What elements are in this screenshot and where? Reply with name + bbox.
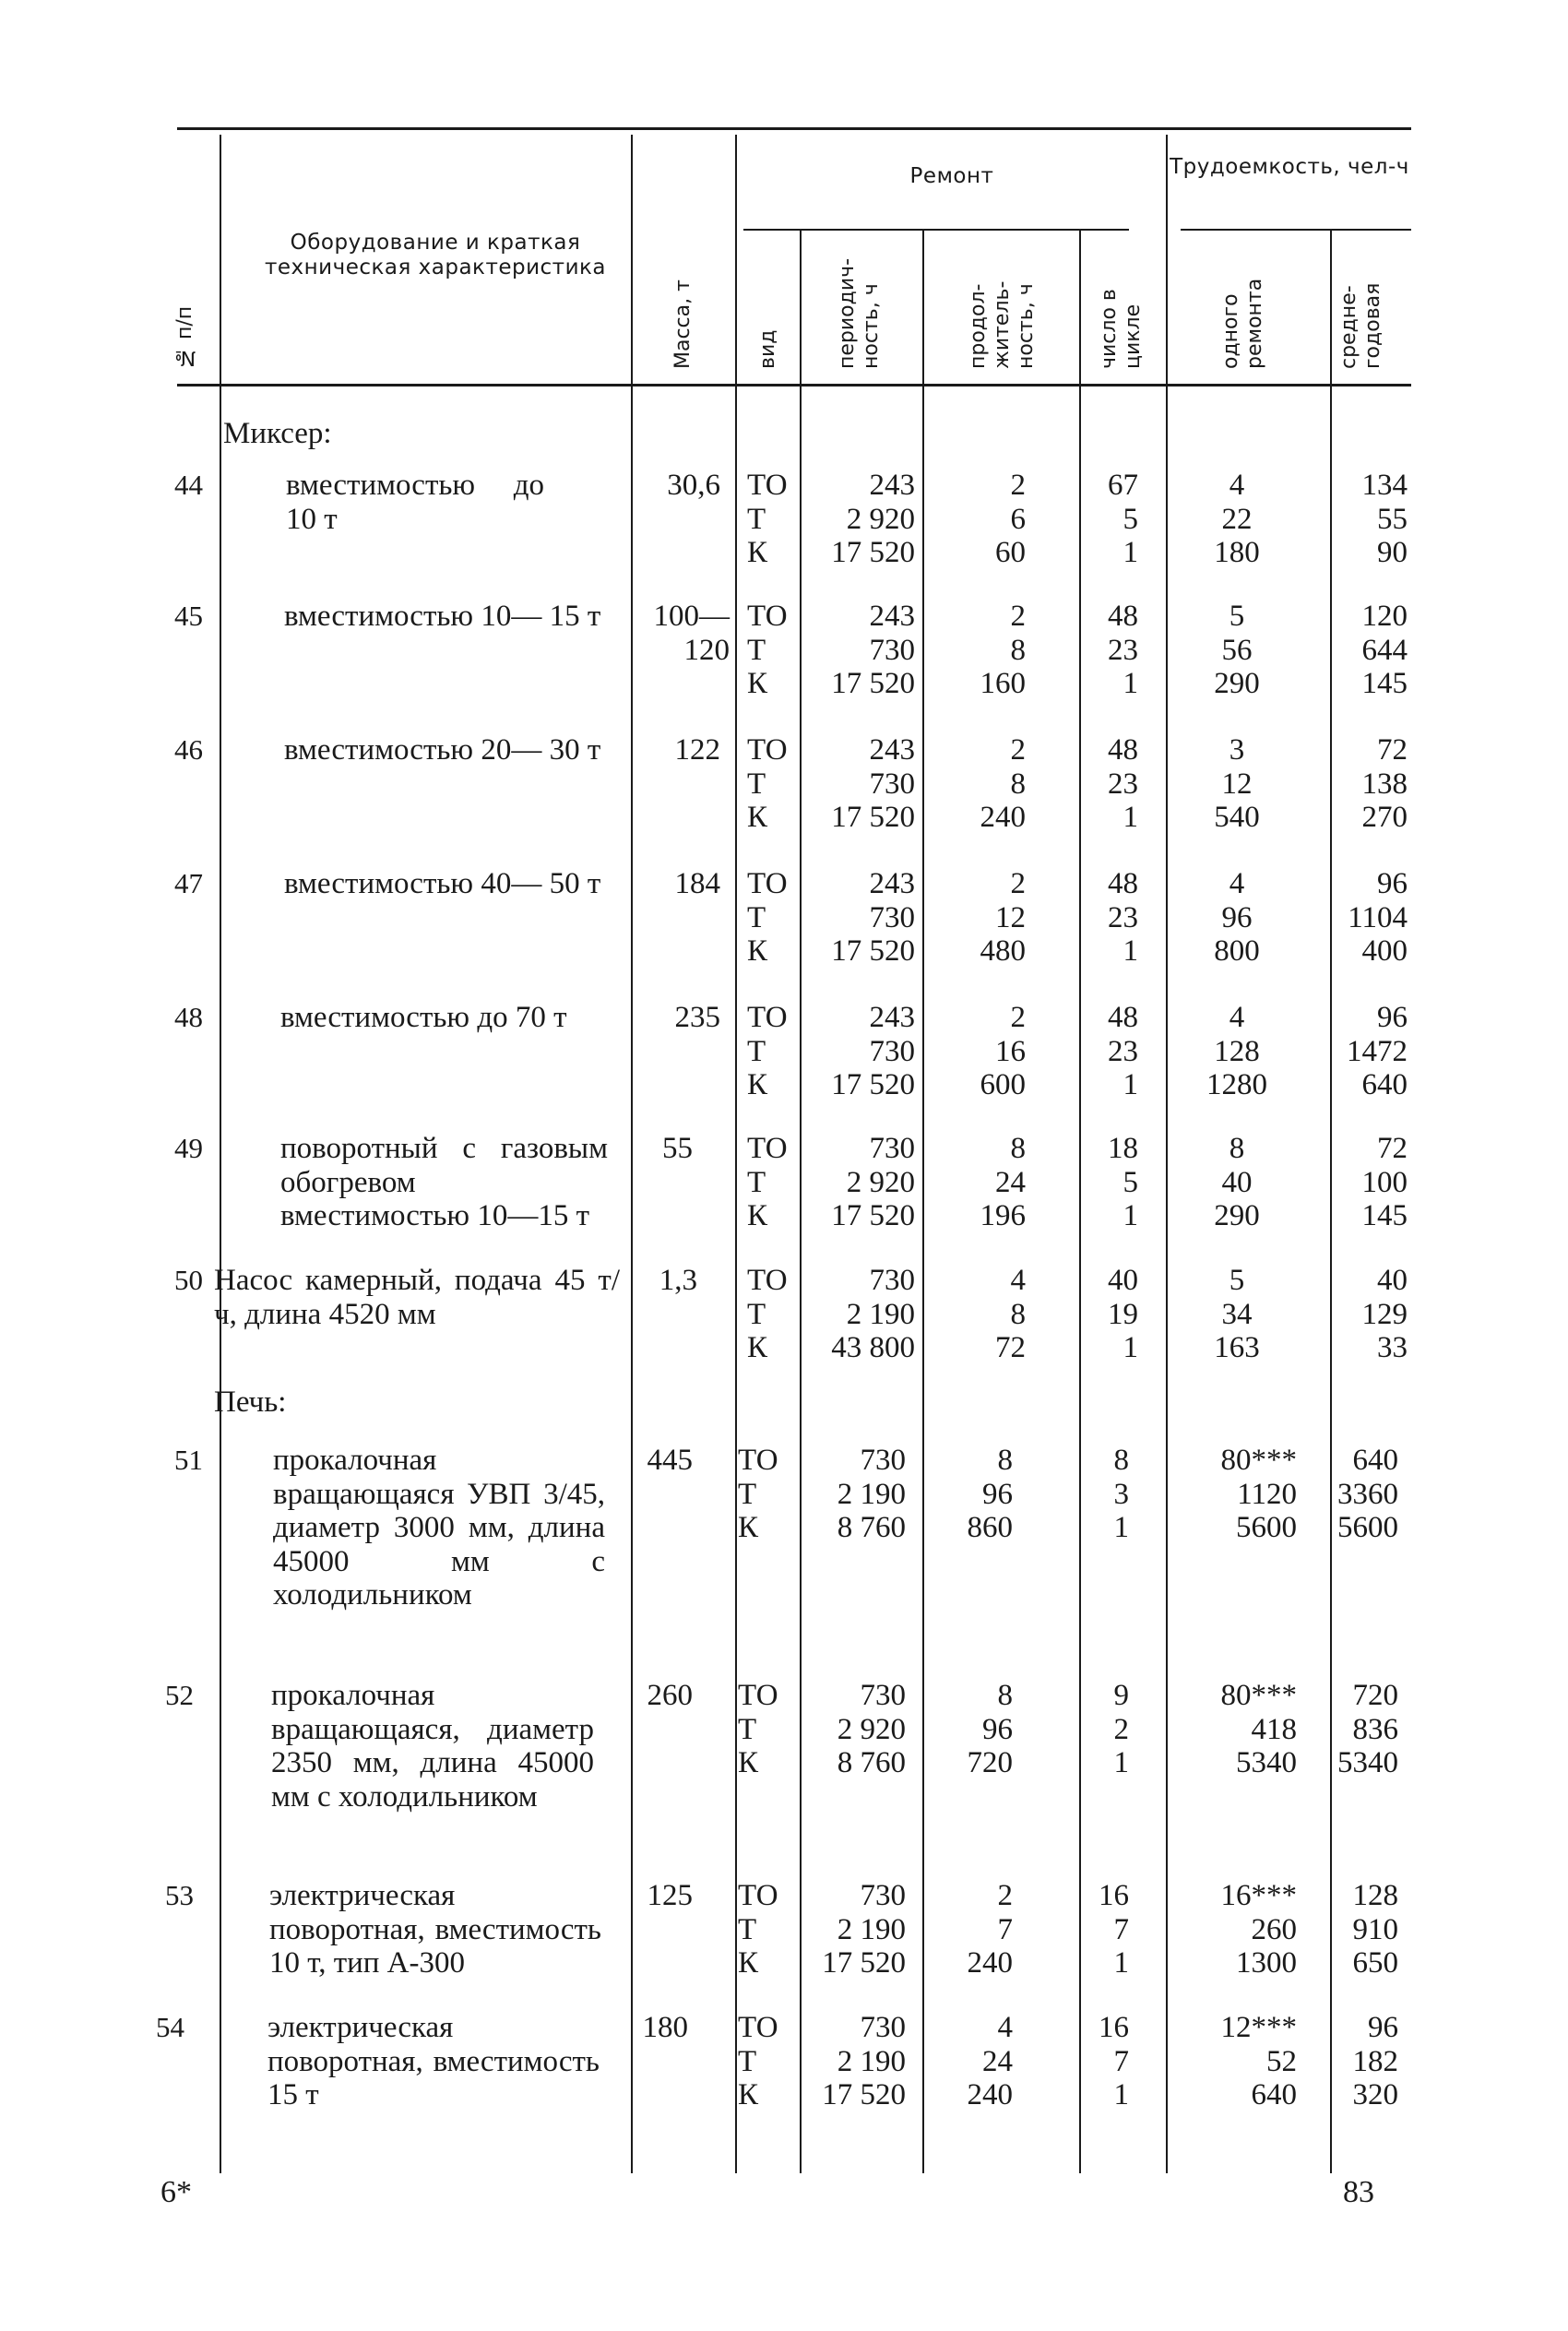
row-number: 49 [174, 1132, 203, 1164]
equipment-description: прокалочная вращающаяся УВП 3/45, диаметр 3000 мм, длина 45000 мм с холодильником [273, 1444, 605, 1611]
repair-kind: ТО Т К [738, 1879, 778, 1980]
duration: 4 24 240 [967, 2011, 1013, 2111]
labor-annual: 96 1104 400 [1348, 867, 1408, 968]
repair-kind: ТО Т К [738, 1679, 778, 1779]
equipment-description: электрическая поворотная, вместимость 10 т, тип А-300 [269, 1879, 601, 1980]
periodicity: 730 2 190 17 520 [822, 2011, 906, 2111]
labor-annual: 40 129 33 [1361, 1264, 1408, 1364]
repair-kind: ТО Т К [738, 2011, 778, 2111]
duration: 8 96 720 [967, 1679, 1013, 1779]
group-label-furnace: Печь: [214, 1386, 287, 1419]
count-in-cycle: 48 23 1 [1108, 1001, 1138, 1101]
row-number: 45 [174, 600, 203, 632]
equipment-description: вместимостью 20— 30 т [284, 733, 601, 767]
labor-one-repair: 80*** 1120 5600 [1220, 1444, 1297, 1544]
mass-value: 260 [647, 1679, 693, 1712]
count-in-cycle: 48 23 1 [1108, 867, 1138, 968]
page-number: 83 [1343, 2175, 1374, 2209]
equipment-description: вместимостью 10— 15 т [284, 600, 601, 633]
duration: 2 12 480 [980, 867, 1026, 968]
mass-value: 100— 120 [653, 600, 730, 667]
header-num: № п/п [173, 305, 196, 369]
signature-mark: 6* [160, 2175, 192, 2209]
row-number: 44 [174, 469, 203, 501]
equipment-description: вместимостью до 10 т [286, 469, 544, 536]
count-in-cycle: 16 7 1 [1099, 2011, 1129, 2111]
header-one: одного ремонта [1219, 278, 1266, 369]
header-count: число в цикле [1098, 289, 1145, 369]
row-number: 50 [174, 1264, 203, 1296]
row-number: 52 [165, 1679, 194, 1711]
row-number: 46 [174, 733, 203, 766]
periodicity: 730 2 920 17 520 [831, 1132, 915, 1232]
labor-one-repair: 12*** 52 640 [1220, 2011, 1297, 2111]
repair-kind: ТО Т К [747, 1264, 788, 1364]
equipment-description: электрическая поворотная, вместимость 15 т [267, 2011, 600, 2111]
count-in-cycle: 67 5 1 [1108, 469, 1138, 569]
labor-annual: 128 910 650 [1352, 1879, 1398, 1980]
labor-annual: 120 644 145 [1361, 600, 1408, 700]
equipment-description: поворотный с газовым обогревом вместимостью 10—15 т [280, 1132, 608, 1232]
header-duration: продол- житель- ность, ч [967, 280, 1038, 369]
duration: 8 24 196 [980, 1132, 1026, 1232]
mass-value: 180 [642, 2011, 688, 2044]
header-bottom-rule [177, 384, 1411, 387]
labor-annual: 96 1472 640 [1347, 1001, 1408, 1101]
count-in-cycle: 18 5 1 [1108, 1132, 1138, 1232]
header-mass: Масса, т [671, 279, 695, 369]
labor-subheader-rule [1181, 229, 1411, 231]
labor-one-repair: 5 34 163 [1214, 1264, 1260, 1364]
repair-kind: ТО Т К [747, 733, 788, 834]
mass-value: 30,6 [667, 469, 720, 502]
mass-value: 184 [674, 867, 720, 900]
repair-kind: ТО Т К [738, 1444, 778, 1544]
duration: 2 7 240 [967, 1879, 1013, 1980]
labor-one-repair: 4 128 1280 [1206, 1001, 1267, 1101]
mass-value: 1,3 [659, 1264, 697, 1297]
labor-annual: 72 100 145 [1361, 1132, 1408, 1232]
duration: 2 6 60 [995, 469, 1026, 569]
labor-one-repair: 8 40 290 [1214, 1132, 1260, 1232]
count-in-cycle: 48 23 1 [1108, 600, 1138, 700]
header-repair: Ремонт [909, 164, 994, 188]
header-labor: Трудоемкость, чел-ч [1170, 155, 1409, 179]
row-number: 48 [174, 1001, 203, 1033]
mass-value: 235 [674, 1001, 720, 1034]
duration: 8 96 860 [967, 1444, 1013, 1544]
count-in-cycle: 16 7 1 [1099, 1879, 1129, 1980]
labor-annual: 134 55 90 [1361, 469, 1408, 569]
labor-one-repair: 4 22 180 [1214, 469, 1260, 569]
header-period: периодич- ность, ч [836, 257, 883, 369]
labor-one-repair: 3 12 540 [1214, 733, 1260, 834]
periodicity: 243 730 17 520 [831, 600, 915, 700]
repair-kind: ТО Т К [747, 867, 788, 968]
row-number: 54 [156, 2011, 184, 2043]
labor-annual: 72 138 270 [1361, 733, 1408, 834]
equipment-description: прокалочная вращающаяся, диаметр 2350 мм, длина 45000 мм с холодильником [271, 1679, 594, 1814]
repair-kind: ТО Т К [747, 469, 788, 569]
count-in-cycle: 48 23 1 [1108, 733, 1138, 834]
count-in-cycle: 40 19 1 [1108, 1264, 1138, 1364]
mass-value: 122 [674, 733, 720, 767]
top-rule [177, 127, 1411, 130]
labor-one-repair: 4 96 800 [1214, 867, 1260, 968]
periodicity: 730 2 190 17 520 [822, 1879, 906, 1980]
row-number: 51 [174, 1444, 203, 1476]
periodicity: 730 2 190 43 800 [831, 1264, 915, 1364]
duration: 2 8 160 [980, 600, 1026, 700]
header-equipment: Оборудование и краткая техническая характеристика [264, 231, 607, 279]
periodicity: 730 2 920 8 760 [837, 1679, 906, 1779]
mass-value: 125 [647, 1879, 693, 1912]
periodicity: 243 730 17 520 [831, 733, 915, 834]
count-in-cycle: 9 2 1 [1113, 1679, 1129, 1779]
count-in-cycle: 8 3 1 [1113, 1444, 1129, 1544]
periodicity: 243 2 920 17 520 [831, 469, 915, 569]
labor-annual: 720 836 5340 [1337, 1679, 1398, 1779]
repair-kind: ТО Т К [747, 1001, 788, 1101]
periodicity: 243 730 17 520 [831, 1001, 915, 1101]
col-rule-3 [735, 135, 737, 2173]
row-number: 53 [165, 1879, 194, 1911]
periodicity: 730 2 190 8 760 [837, 1444, 906, 1544]
col-rule-1 [220, 135, 221, 2173]
row-number: 47 [174, 867, 203, 899]
equipment-description: вместимостью до 70 т [280, 1001, 567, 1034]
labor-annual: 96 182 320 [1352, 2011, 1398, 2111]
duration: 2 16 600 [980, 1001, 1026, 1101]
equipment-description: вместимостью 40— 50 т [284, 867, 601, 900]
mass-value: 55 [662, 1132, 693, 1165]
labor-annual: 640 3360 5600 [1337, 1444, 1398, 1544]
header-kind: вид [756, 329, 779, 369]
header-avg: средне- годовая [1337, 282, 1384, 369]
group-label-mixer: Миксер: [223, 417, 332, 450]
repair-kind: ТО Т К [747, 600, 788, 700]
repair-kind: ТО Т К [747, 1132, 788, 1232]
labor-one-repair: 5 56 290 [1214, 600, 1260, 700]
duration: 4 8 72 [995, 1264, 1026, 1364]
mass-value: 445 [647, 1444, 693, 1477]
duration: 2 8 240 [980, 733, 1026, 834]
periodicity: 243 730 17 520 [831, 867, 915, 968]
labor-one-repair: 16*** 260 1300 [1220, 1879, 1297, 1980]
labor-one-repair: 80*** 418 5340 [1220, 1679, 1297, 1779]
equipment-description: Насос камерный, подача 45 т/ч, длина 4520 мм [214, 1264, 620, 1331]
